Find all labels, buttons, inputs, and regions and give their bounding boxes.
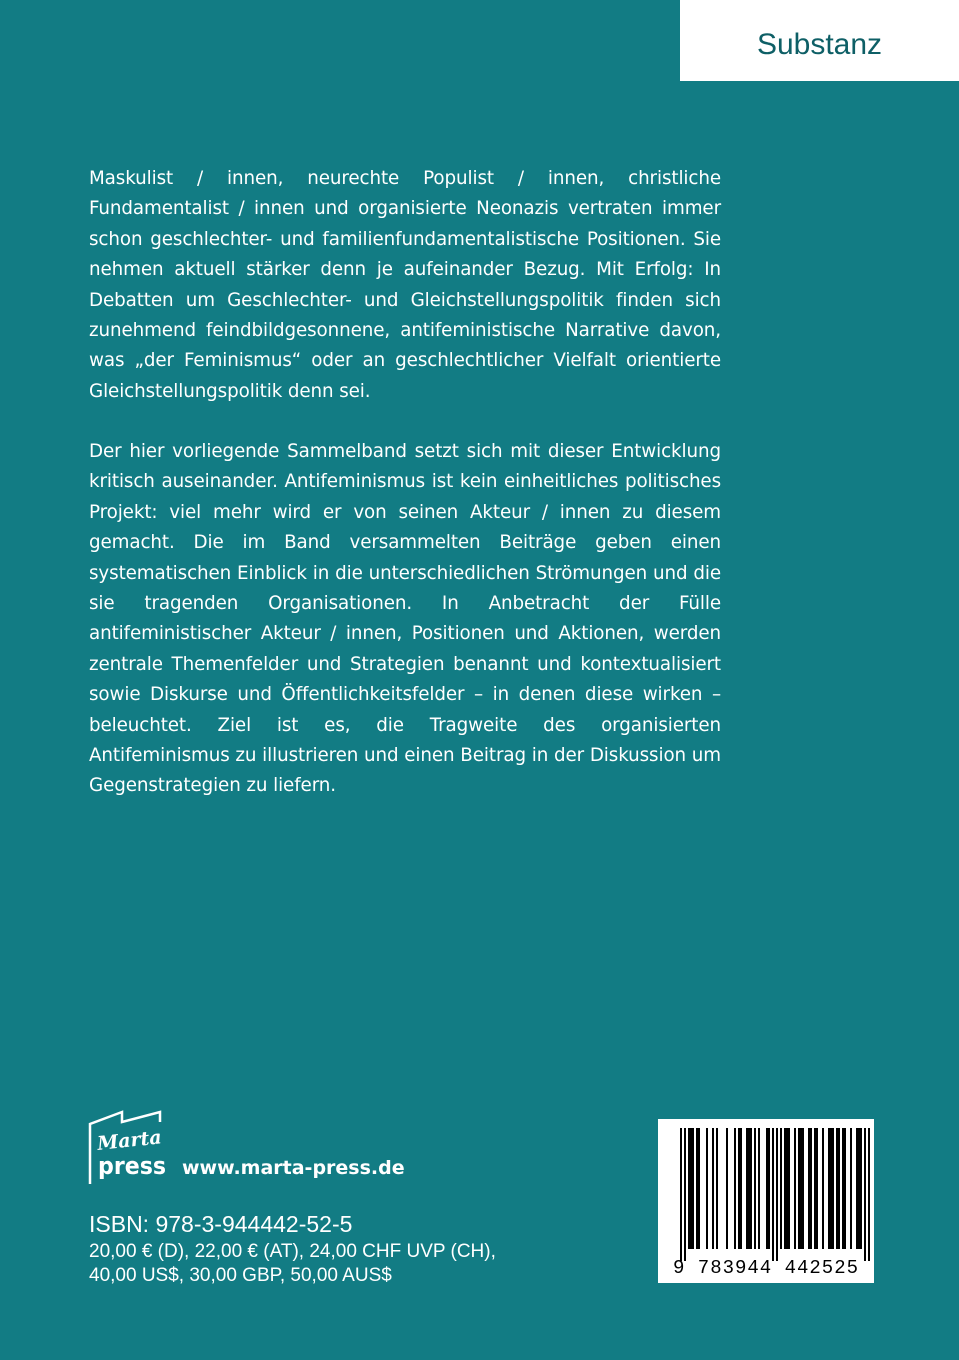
barcode-bar <box>716 1128 718 1249</box>
barcode-bar <box>808 1128 810 1249</box>
barcode-bar <box>738 1128 740 1249</box>
barcode-bar <box>776 1128 778 1261</box>
series-tab <box>680 0 959 81</box>
barcode-bar <box>836 1128 838 1249</box>
barcode-bar <box>858 1128 860 1249</box>
barcode-bar <box>794 1128 796 1249</box>
barcode-bar <box>844 1128 846 1249</box>
barcode-bar <box>768 1128 770 1249</box>
barcode-bar <box>832 1128 834 1249</box>
barcode-bar <box>856 1128 858 1249</box>
barcode <box>658 1119 874 1283</box>
barcode-bar <box>698 1128 700 1249</box>
barcode-bar <box>780 1128 782 1249</box>
barcode-bar <box>712 1128 714 1249</box>
barcode-bar <box>758 1128 760 1249</box>
barcode-bar <box>810 1128 812 1249</box>
barcode-bar <box>690 1128 692 1249</box>
barcode-digits: 9 783944 442525 <box>672 1257 860 1279</box>
barcode-bar <box>798 1128 800 1249</box>
price-line-2: 40,00 US$, 30,00 GBP, 50,00 AUS$ <box>89 1265 392 1286</box>
barcode-bar <box>746 1128 748 1249</box>
barcode-bar <box>842 1128 844 1249</box>
barcode-bar <box>802 1128 804 1249</box>
barcode-bar <box>822 1128 824 1249</box>
logo-word-press: press <box>98 1152 166 1180</box>
price-line-1: 20,00 € (D), 22,00 € (AT), 24,00 CHF UVP (CH), <box>89 1241 496 1262</box>
barcode-bar <box>868 1128 870 1261</box>
barcode-bar <box>740 1128 742 1249</box>
blurb-paragraph-1: Maskulist / innen, neurechte Populist / innen, christliche Fundamentalist / innen und organisierte Neonazis vertraten immer schon geschlechter- und familienfundamentalistische Positionen. Sie nehmen aktuell stärker denn je aufeinander Bezug. Mit Erfolg: In Debatten um Geschlechter- und Gleichstellungspolitik finden sich zunehmend feindbildgesonnene, antifeministische Narrative davon, was „der Feminismus“ oder an geschlechtlicher Vielfalt orientierte Gleichstellungspolitik denn sei. <box>89 168 721 402</box>
series-label: Substanz <box>756 27 883 61</box>
barcode-bar <box>754 1128 756 1249</box>
barcode-bar <box>706 1128 708 1249</box>
barcode-bar <box>830 1128 832 1249</box>
barcode-bar <box>766 1128 768 1249</box>
barcode-bar <box>850 1128 852 1249</box>
barcode-bar <box>726 1128 728 1249</box>
barcode-bar <box>788 1128 790 1249</box>
barcode-bar <box>772 1128 774 1261</box>
barcode-bar <box>692 1128 694 1249</box>
barcode-bar <box>750 1128 752 1249</box>
logo-word-marta: Marta <box>96 1126 163 1155</box>
barcode-bar <box>734 1128 736 1249</box>
barcode-bar <box>816 1128 818 1249</box>
barcode-bar <box>800 1128 802 1249</box>
barcode-bar <box>748 1128 750 1249</box>
barcode-bar <box>786 1128 788 1249</box>
barcode-bar <box>814 1128 816 1249</box>
barcode-bar <box>838 1128 840 1249</box>
barcode-bar <box>680 1128 682 1261</box>
barcode-bar <box>696 1128 698 1249</box>
barcode-bar <box>784 1128 786 1249</box>
publisher-website-link[interactable]: www.marta-press.de <box>182 1157 405 1179</box>
barcode-bar <box>684 1128 686 1261</box>
blurb-paragraph-2: Der hier vorliegende Sammelband setzt sich mit dieser Entwicklung kritisch auseinander. Antifeminismus ist kein einheitliches politisches Projekt: viel mehr wird er von seinen Akteur / innen zu diesem gemacht. Die im Band versammelten Beiträge geben einen systematischen Einblick in die unterschiedlichen Strömungen und die sie tragenden Organisationen. In Anbetracht der Fülle antifeministischer Akteur / innen, Positionen und Aktionen, werden zentrale Themenfelder und Strategien benannt und kontextualisiert sowie Diskurse und Öffentlichkeitsfelder – in denen diese wirken – beleuchtet. Ziel ist es, die Tragweite des organisierten Antifeminismus zu illustrieren und einen Beitrag in der Diskussion um Gegenstrategien zu liefern. <box>89 441 721 797</box>
barcode-bar <box>864 1128 866 1261</box>
marta-press-logo <box>88 1110 174 1186</box>
isbn-number: ISBN: 978-3-944442-52-5 <box>89 1211 353 1237</box>
barcode-bar <box>688 1128 690 1249</box>
barcode-bar <box>860 1128 862 1249</box>
price-list <box>89 1240 496 1288</box>
barcode-bar <box>828 1128 830 1249</box>
